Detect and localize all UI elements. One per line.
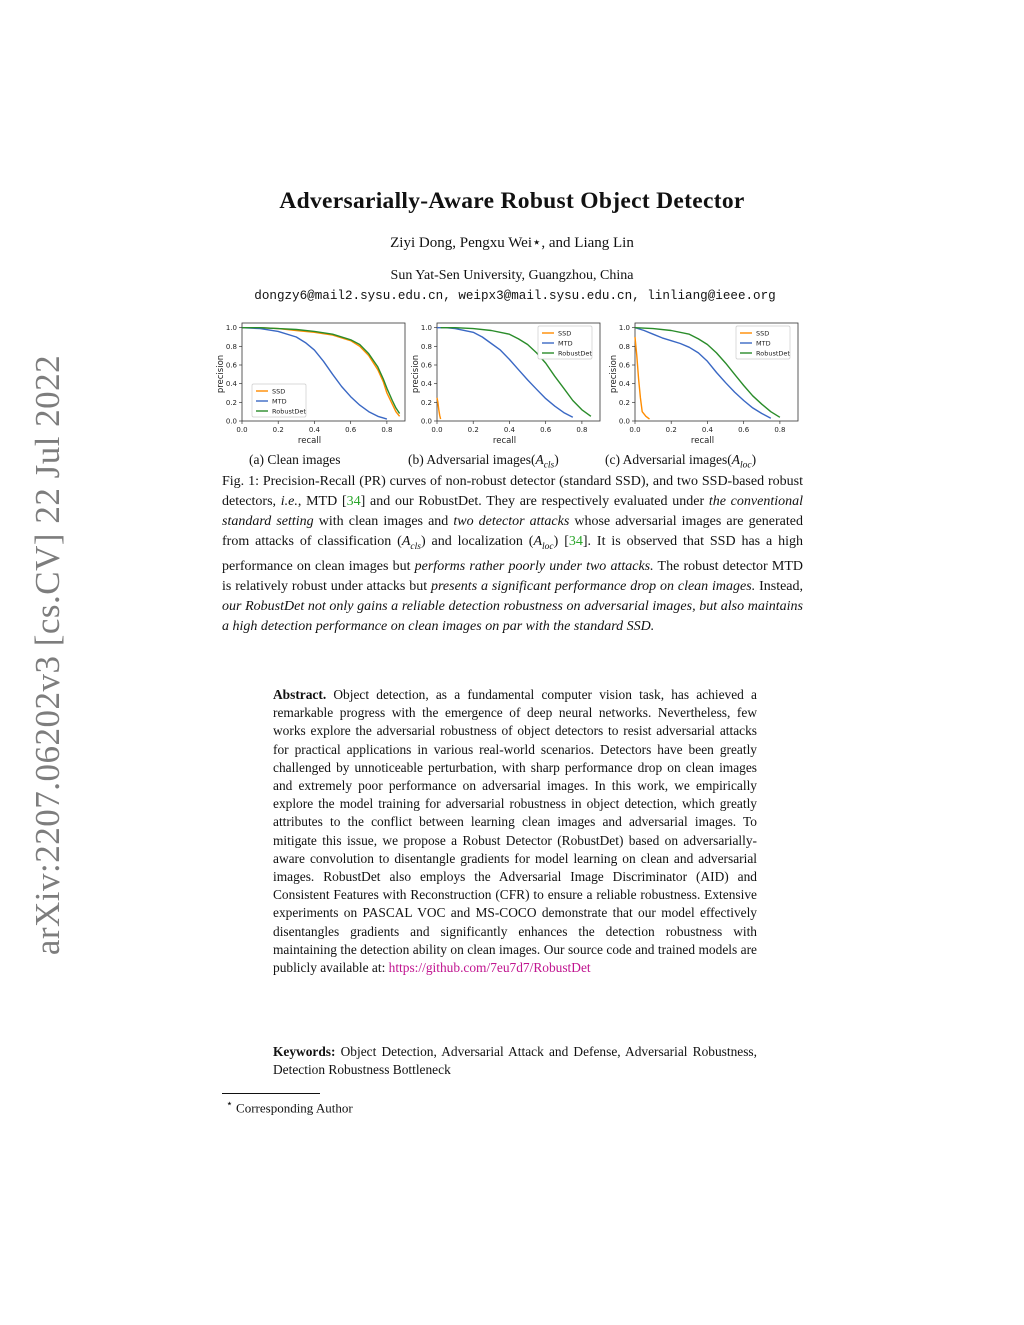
x-tick-label: 0.6 [540, 426, 552, 434]
subcaption-c-subscript: loc [739, 460, 752, 471]
y-axis-label: precision [216, 354, 226, 394]
x-tick-label: 0.4 [701, 426, 714, 434]
x-tick-label: 0.8 [576, 426, 588, 434]
x-tick-label: 0.2 [665, 426, 677, 434]
subcaption-c-symbol: A [731, 452, 740, 467]
keywords [273, 1043, 757, 1079]
y-tick-label: 0.8 [225, 342, 237, 351]
legend-label-ssd: SSD [558, 329, 572, 338]
github-link[interactable]: https://github.com/7eu7d7/RobustDet [388, 960, 591, 976]
keywords-label: Keywords: [273, 1044, 336, 1059]
y-axis-label: precision [609, 354, 619, 394]
y-tick-label: 0.6 [420, 361, 432, 370]
y-tick-label: 0.6 [225, 361, 237, 370]
subcaption-c [605, 452, 756, 471]
caption-italic: performs rather poorly under two attacks. [414, 558, 654, 574]
math-symbol: A [533, 534, 543, 549]
paper-affiliation: Sun Yat-Sen University, Guangzhou, China [390, 268, 634, 283]
x-tick-label: 0.4 [308, 426, 321, 434]
caption-italic: presents a significant performance drop on clean images. [431, 578, 756, 594]
caption-text: Precision-Recall (PR) curves of non-robust detector (standard SSD), and two SSD-based robust detectors, [222, 474, 803, 509]
arxiv-identifier-text: arXiv:2207.06202v3 [cs.CV] 22 Jul 2022 [28, 354, 68, 956]
subcaption-b [408, 452, 559, 471]
caption-text: ] and our RobustDet. They are respectively evaluated under [360, 494, 709, 509]
x-tick-label: 0.2 [272, 426, 284, 434]
subcaption-c-label: (c) Adversarial images( [605, 452, 732, 467]
legend-label-mtd: MTD [756, 339, 771, 348]
legend-label-mtd: MTD [272, 397, 287, 406]
y-axis-label: precision [411, 354, 421, 394]
abstract-label: Abstract. [273, 687, 327, 702]
x-tick-label: 0.0 [236, 426, 248, 434]
caption-text: Instead, [755, 578, 804, 594]
y-tick-label: 0.2 [618, 398, 630, 407]
subcaption-a [249, 452, 340, 468]
paper-authors: Ziyi Dong, Pengxu Wei⋆, and Liang Lin [390, 235, 634, 251]
x-tick-label: 0.2 [467, 426, 479, 434]
y-tick-label: 0.0 [225, 417, 237, 426]
legend-label-mtd: MTD [558, 339, 573, 348]
caption-italic: the conventional standard setting [222, 494, 803, 529]
caption-text: , MTD [ [297, 494, 347, 509]
author-emails: dongzy6@mail2.sysu.edu.cn, weipx3@mail.sysu.edu.cn, linliang@ieee.org [254, 289, 776, 303]
x-tick-label: 0.6 [345, 426, 357, 434]
pr-chart-adv-loc [608, 318, 808, 453]
x-tick-label: 0.6 [738, 426, 750, 434]
y-tick-label: 0.8 [420, 342, 432, 351]
caption-italic: our RobustDet not only gains a reliable detection robustness on adversarial images, but also maintains a high detection performance on clean images on par with the standard SSD. [222, 598, 803, 634]
pr-chart-adv-loc-svg [608, 318, 808, 453]
legend-label-ssd: SSD [756, 329, 770, 338]
math-symbol: A [401, 534, 411, 549]
footnote-text: Corresponding Author [232, 1100, 353, 1116]
y-tick-label: 1.0 [225, 324, 237, 333]
figure-caption [222, 472, 803, 637]
x-tick-label: 0.8 [381, 426, 393, 434]
x-axis-label: recall [297, 436, 322, 446]
subcaption-b-subscript: cls [543, 460, 555, 471]
caption-text: with clean images and [313, 514, 454, 529]
y-tick-label: 0.0 [618, 417, 630, 426]
caption-text: ]. It is observed that SSD has a high performance on clean images but [222, 534, 803, 574]
subcaption-c-suffix: ) [751, 452, 757, 467]
x-axis-label: recall [492, 436, 517, 446]
y-tick-label: 1.0 [420, 324, 432, 333]
y-tick-label: 0.4 [420, 380, 432, 389]
legend-label-robustdet: RobustDet [272, 407, 306, 416]
x-axis-label: recall [690, 436, 715, 446]
citation-link[interactable]: 34 [346, 494, 361, 509]
subcaption-b-symbol: A [535, 452, 544, 467]
keywords-text: Object Detection, Adversarial Attack and Defense, Adversarial Robustness, Detection Robustness Bottleneck [273, 1044, 757, 1078]
caption-text: ) [ [553, 534, 569, 549]
arxiv-identifier [26, 354, 70, 956]
footnote [226, 1097, 353, 1116]
subcaption-b-label: (b) Adversarial images( [408, 452, 536, 467]
legend-label-ssd: SSD [272, 387, 286, 396]
y-tick-label: 0.6 [618, 361, 630, 370]
pr-chart-adv-cls [410, 318, 610, 453]
caption-text: whose adversarial images are generated from attacks of classification ( [222, 514, 803, 549]
legend-label-robustdet: RobustDet [756, 349, 790, 358]
math-subscript: loc [542, 541, 554, 552]
x-tick-label: 0.4 [503, 426, 516, 434]
y-tick-label: 0.0 [420, 417, 432, 426]
caption-text: ) and localization ( [420, 534, 534, 549]
pr-chart-adv-cls-svg [410, 318, 610, 453]
subcaption-b-suffix: ) [554, 452, 559, 467]
x-tick-label: 0.0 [431, 426, 443, 434]
footnote-mark: ⋆ [226, 1098, 233, 1110]
y-tick-label: 0.8 [618, 342, 630, 351]
x-tick-label: 0.0 [629, 426, 641, 434]
paper-title: Adversarially-Aware Robust Object Detector [279, 188, 745, 214]
pr-chart-clean [215, 318, 415, 453]
y-tick-label: 0.2 [225, 398, 237, 407]
y-tick-label: 1.0 [618, 324, 630, 333]
pr-chart-clean-svg [215, 318, 415, 453]
subcaption-a-label: (a) Clean images [249, 452, 341, 467]
x-tick-label: 0.8 [774, 426, 786, 434]
abstract [273, 686, 757, 977]
math-subscript: cls [410, 541, 421, 552]
figure-label: Fig. 1: [222, 474, 259, 489]
caption-text: The robust detector MTD is relatively robust under attacks but [222, 558, 803, 594]
citation-link[interactable]: 34 [568, 534, 583, 549]
legend-label-robustdet: RobustDet [558, 349, 592, 358]
caption-italic: two detector attacks [453, 514, 570, 529]
y-tick-label: 0.2 [420, 398, 432, 407]
y-tick-label: 0.4 [225, 380, 237, 389]
abstract-text: Object detection, as a fundamental computer vision task, has achieved a remarkable progress with the emergence of deep neural networks. Nevertheless, few works explore the adversarial robustness of object detectors to resist adversarial attacks for practical applications in various real-world scenarios. Detectors have been greatly challenged by unnoticeable perturbation, with sharp performance drop on clean images and extremely poor performance on adversarial images. In this work, we empirically explore the model training for adversarial robustness in object detection, which greatly attributes to the conflict between learning clean images and adversarial images. To mitigate this issue, we propose a Robust Detector (RobustDet) based on adversarially-aware convolution to disentangle gradients for model learning on clean and adversarial images. RobustDet also employs the Adversarial Image Discriminator (AID) and Consistent Features with Reconstruction (CFR) to ensure a reliable robustness. Extensive experiments on PASCAL VOC and MS-COCO demonstrate that our model effectively disentangles gradients and significantly enhances the detection robustness with maintaining the detection ability on clean images. Our source code and trained models are publicly available at: [273, 687, 757, 976]
y-tick-label: 0.4 [618, 380, 630, 389]
caption-italic: i.e. [280, 494, 298, 509]
footnote-divider [222, 1093, 320, 1094]
